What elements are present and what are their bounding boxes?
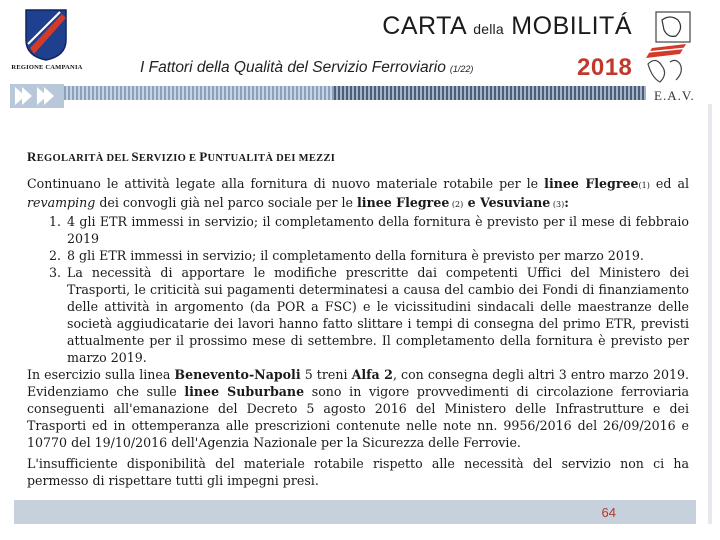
paragraph-esercizio: In esercizio sulla linea Benevento-Napoli 5 treni Alfa 2, con consegna degli altri 3 entro marzo 2019. Evidenziamo che sulle linee Suburbane sono in vigore provvedimenti di circolazione ferroviaria conseguenti all'emanazione del Decreto 5 agosto 2016 del Ministero delle Infrastrutture e dei Trasporti ed in ottemperanza alle prescrizioni contenute nelle note nn. 9956/2016 del 26/09/2016 e 10770 del 19/10/2016 dell'Agenzia Nazionale per la Sicurezza delle Ferrovie. xyxy=(27,367,689,450)
year-label: 2018 xyxy=(577,54,633,81)
section-heading: REGOLARITÀ DEL SERVIZIO E PUNTUALITÀ DEI MEZZI xyxy=(27,149,336,164)
region-label: REGIONE CAMPANIA xyxy=(11,64,83,71)
delivery-list xyxy=(27,213,689,366)
paragraph-insufficiente: L'insufficiente disponibilità del materiale rotabile rispetto alle necessità del servizio non ci ha permesso di rispettare tutti gli impegni presi. xyxy=(27,456,689,488)
list-item: 3. La necessità di apportare le modifiche prescritte dai competenti Uffici del Ministero dei Trasporti, le criticità sui pagamenti determinatesi a causa del cambio dei Fondi di finanziamento delle attività in argomento (da POR a FSC) e le vicissitudini sindacali delle maestranze delle società aggiudicatarie dei lavori hanno fatto slittare i tempi di consegna del primo ETR, previsti attualmente per il prossimo mese di settembre. Il completamento della fornitura è previsto per marzo 2019. xyxy=(65,264,689,366)
eav-logo xyxy=(640,8,714,104)
footer-bar xyxy=(14,500,696,524)
eav-label: E.A.V. xyxy=(654,88,695,103)
page-title: CARTA della MOBILITÁ xyxy=(382,12,632,40)
next-arrow-icon[interactable] xyxy=(12,84,34,108)
decorative-strip xyxy=(708,104,712,524)
eav-emblem-icon xyxy=(640,8,700,86)
subtitle-page-indicator: (1/22) xyxy=(449,64,474,74)
shield-icon xyxy=(24,8,68,62)
paragraph-fornitura: Continuano le attività legate alla fornitura di nuovo materiale rotabile per le linee Flegree(1) ed al revamping dei convogli già nel parco sociale per le linee Flegree (2) e Vesuviane (3): xyxy=(27,176,689,210)
list-item: 2. 8 gli ETR immessi in servizio; il completamento della fornitura è previsto per marzo 2019. xyxy=(65,247,689,264)
decorative-bar xyxy=(64,86,646,100)
slide-nav xyxy=(10,84,64,108)
fast-forward-icon[interactable] xyxy=(34,84,56,108)
regione-campania-logo xyxy=(10,6,84,82)
slide-content xyxy=(27,148,689,516)
page-subtitle: I Fattori della Qualità del Servizio Ferroviario (1/22) xyxy=(140,59,474,76)
page-number: 64 xyxy=(601,505,616,520)
list-item: 1. 4 gli ETR immessi in servizio; il completamento della fornitura è previsto per il mese di febbraio 2019 xyxy=(65,213,689,247)
